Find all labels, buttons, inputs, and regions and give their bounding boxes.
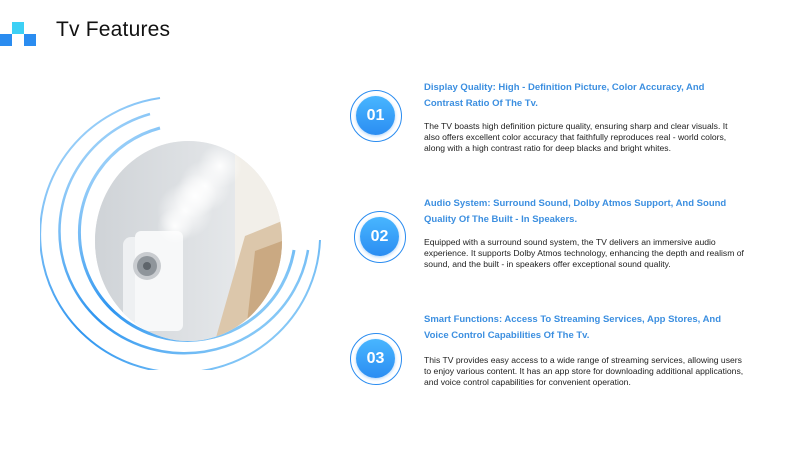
humidifier-photo xyxy=(95,141,282,341)
feature-number-badge xyxy=(350,333,402,385)
logo-square-top xyxy=(12,22,24,34)
logo-icon xyxy=(0,22,40,48)
logo-square-right xyxy=(24,34,36,46)
feature-number: 02 xyxy=(360,217,399,256)
feature-heading: Display Quality: High - Definition Picture, Color Accuracy, And Contrast Ratio Of The Tv. xyxy=(424,82,705,109)
page-title: Tv Features xyxy=(56,18,171,41)
feature-heading: Audio System: Surround Sound, Dolby Atmos Support, And Sound Quality Of The Built - In Speakers. xyxy=(424,198,727,225)
feature-body: The TV boasts high definition picture quality, ensuring sharp and clear visuals. It also offers excellent color accuracy that faithfully reproduces real - world colors, along with a high contrast ratio for deep blacks and bright whites. xyxy=(424,121,728,154)
logo-square-left xyxy=(0,34,12,46)
feature-body: This TV provides easy access to a wide range of streaming services, allowing users to enjoy various content. It has an app store for downloading additional applications, and voice control capabilities for convenient operation. xyxy=(424,355,744,388)
feature-number: 01 xyxy=(356,96,395,135)
feature-heading: Smart Functions: Access To Streaming Services, App Stores, And Voice Control Capabilities Of The Tv. xyxy=(424,314,722,341)
feature-number: 03 xyxy=(356,339,395,378)
feature-number-badge xyxy=(350,90,402,142)
feature-number-badge xyxy=(354,211,406,263)
humidifier-illustration xyxy=(95,141,282,341)
feature-body: Equipped with a surround sound system, the TV delivers an immersive audio experience. It supports Dolby Atmos technology, enhancing the depth and realism of sound, and the built - in speakers offer exceptional sound quality. xyxy=(424,237,744,270)
